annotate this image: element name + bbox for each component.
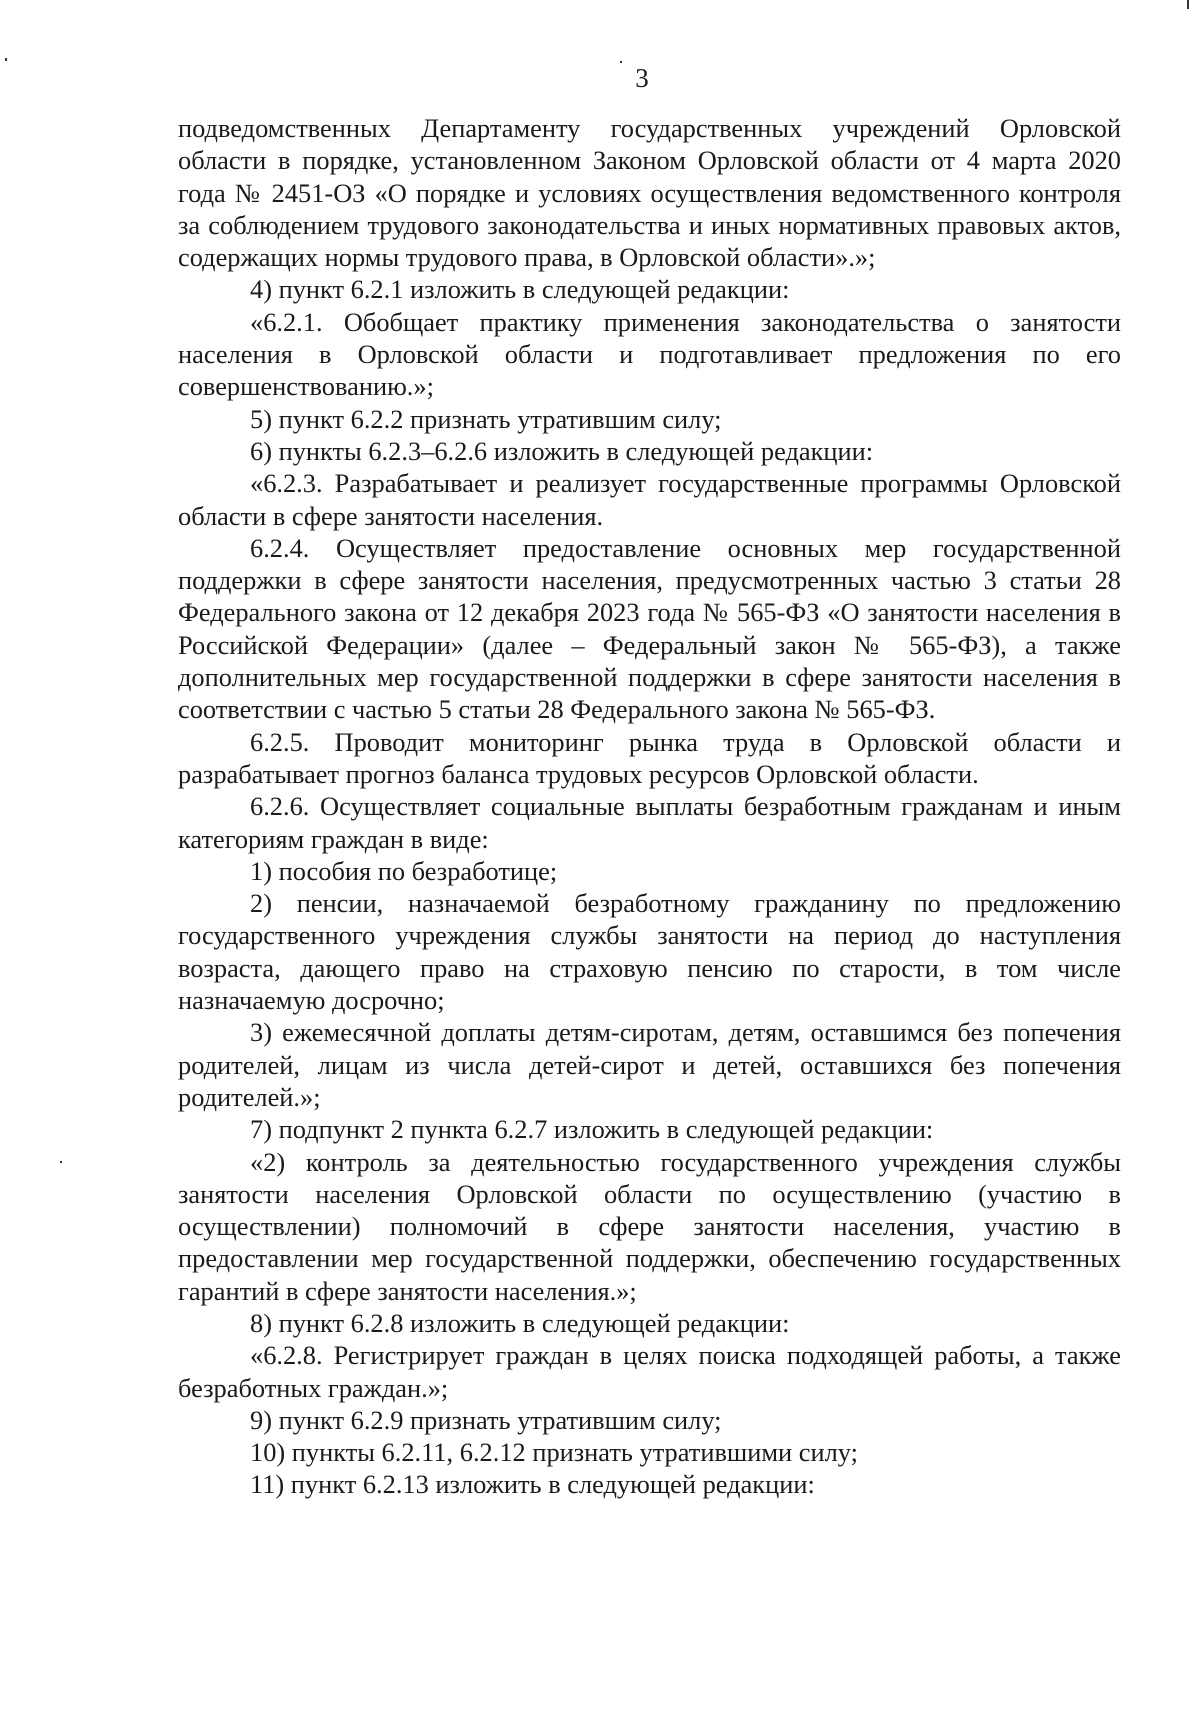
paragraph: 6.2.6. Осуществляет социальные выплаты безработным гражданам и иным категориям граждан в виде: [178,791,1121,854]
document-body [178,112,1121,1501]
paragraph: 2) пенсии, назначаемой безработному гражданину по предложению государственного учреждения службы занятости на период до наступления возраста, дающего право на страховую пенсию по старости, в том числе назначаемую досрочно; [178,888,1121,1016]
paragraph: 11) пункт 6.2.13 изложить в следующей редакции: [250,1469,815,1500]
paragraph: «6.2.8. Регистрирует граждан в целях поиска подходящей работы, а также безработных граждан.»; [178,1340,1121,1403]
paragraph: «2) контроль за деятельностью государственного учреждения службы занятости населения Орловской области по осуществлению (участию в осуществлении) полномочий в сфере занятости населения, участию в предоставлении мер государственной поддержки, обеспечению государственных гарантий в сфере занятости населения.»; [178,1146,1121,1306]
scan-speck [5,58,7,61]
paragraph: 6.2.4. Осуществляет предоставление основных мер государственной поддержки в сфере занятости населения, предусмотренных частью 3 статьи 28 Федерального закона от 12 декабря 2023 года № 565-ФЗ «О занятости населения в Российской Федерации» (далее – Федеральный закон № 565-ФЗ), а также дополнительных мер государственной поддержки в сфере занятости населения в соответствии с частью 5 статьи 28 Федерального закона № 565-ФЗ. [178,532,1121,725]
page-number: 3 [635,63,649,93]
scan-edge-mark [1187,0,1189,9]
paragraph: 7) подпункт 2 пункта 6.2.7 изложить в следующей редакции: [250,1114,934,1145]
scan-speck [60,1161,62,1163]
paragraph: 5) пункт 6.2.2 признать утратившим силу; [250,403,722,434]
paragraph: 8) пункт 6.2.8 изложить в следующей редакции: [250,1307,790,1338]
paragraph: 1) пособия по безработице; [250,855,558,886]
paragraph: «6.2.1. Обобщает практику применения законодательства о занятости населения в Орловской области и подготавливает предложения по его совершенствованию.»; [178,306,1121,402]
paragraph: 10) пункты 6.2.11, 6.2.12 признать утратившими силу; [250,1437,858,1468]
paragraph: 4) пункт 6.2.1 изложить в следующей редакции: [250,274,790,305]
paragraph: 3) ежемесячной доплаты детям-сиротам, детям, оставшимся без попечения родителей, лицам из числа детей-сирот и детей, оставшихся без попечения родителей.»; [178,1017,1121,1112]
paragraph: 6) пункты 6.2.3–6.2.6 изложить в следующей редакции: [250,435,874,466]
paragraph: 6.2.5. Проводит мониторинг рынка труда в Орловской области и разрабатывает прогноз баланса трудовых ресурсов Орловской области. [178,726,1121,789]
paragraph: 9) пункт 6.2.9 признать утратившим силу; [250,1404,722,1435]
paragraph: «6.2.3. Разрабатывает и реализует государственные программы Орловской области в сфере занятости населения. [178,468,1121,531]
paragraph: подведомственных Департаменту государственных учреждений Орловской области в порядке, установленном Законом Орловской области от 4 марта 2020 года № 2451-ОЗ «О порядке и условиях осуществления ведомственного контроля за соблюдением трудового законодательства и иных нормативных правовых актов, содержащих нормы трудового права, в Орловской области».»; [178,113,1121,273]
